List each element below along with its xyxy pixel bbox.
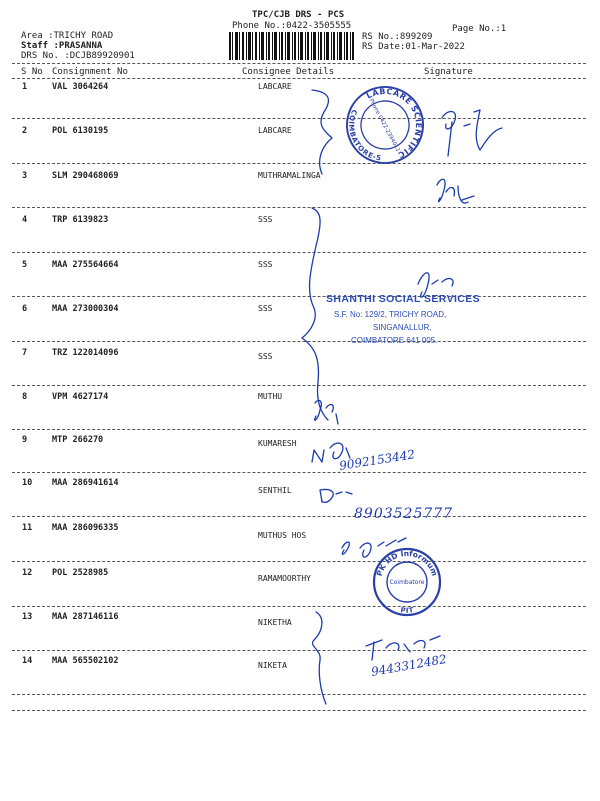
row-consignment: VAL 3064264 [52,82,109,92]
svg-text:PIT [400,606,414,615]
row-consignment: TRP 6139823 [52,215,109,225]
brace-niketa [312,612,326,704]
row-consignment: MAA 286096335 [52,523,119,533]
brace-sss [302,208,328,420]
row-consignee: NIKETHA [258,618,292,627]
row-consignment: POL 6130195 [52,126,109,136]
shanthi-stamp-line2: S.F. No: 129/2, TRICHY ROAD, [334,310,447,319]
labcare-stamp-center: Phone 0422-2394011 [367,97,401,154]
row-consignee: MUTHRAMALINGA [258,171,321,180]
shanthi-stamp-line1: SHANTHI SOCIAL SERVICES [326,293,481,305]
page-number: Page No.:1 [452,24,507,34]
row-sno: 12 [22,568,33,578]
phone-number: Phone No.:0422-3505555 [232,21,352,31]
row-sno: 4 [22,215,28,225]
row-consignee: SSS [258,215,273,224]
row-sno: 8 [22,392,28,402]
handwritten-phone-2: 8903525777 [354,506,454,522]
row-sno: 10 [22,478,33,488]
row-consignee: NIKETA [258,661,287,670]
row-consignment: POL 2528985 [52,568,109,578]
row-consignee: SSS [258,260,273,269]
row-consignment: MTP 266270 [52,435,104,445]
row-sno: 11 [22,523,33,533]
row-consignee: MUTHU [258,392,283,401]
staff-label: Staff :PRASANNA [21,41,103,51]
labcare-stamp-bottom: COIMBATORE-5 [347,108,382,163]
brace-labcare [312,90,332,174]
signature-row-10 [320,489,352,502]
row-sno: 13 [22,612,33,622]
row-consignee: RAMAMOORTHY [258,574,311,583]
handwritten-phone-3: 9443312482 [370,651,448,679]
row-sno: 2 [22,126,28,136]
row-sno: 7 [22,348,28,358]
row-consignee: MUTHUS HOS [258,531,307,540]
row-consignee: SSS [258,352,273,361]
row-consignee: LABCARE [258,126,292,135]
rs-number: RS No.:899209 [362,32,433,42]
row-sno: 1 [22,82,28,92]
labcare-stamp-top: LABCARE SCIENTIFIC [364,86,424,160]
round-stamp [374,549,440,615]
row-consignee: LABCARE [258,82,292,91]
column-consignment: Consignment No [52,67,128,77]
shanthi-stamp-line4: COIMBATORE 641 005. [351,336,438,345]
row-sno: 14 [22,656,33,666]
row-sno: 3 [22,171,28,181]
row-consignment: MAA 275564664 [52,260,119,270]
row-consignment: MAA 286941614 [52,478,119,488]
signature-row-2 [442,110,502,156]
round-stamp-bottom: PIT [399,606,415,615]
row-consignment: MAA 287146116 [52,612,119,622]
row-sno: 9 [22,435,28,445]
column-consignee: Consignee Details [242,67,335,77]
row-consignee: SENTHIL [258,486,292,495]
row-consignee: SSS [258,304,273,313]
signature-row-8 [315,400,338,424]
row-consignment: VPM 4627174 [52,392,109,402]
row-sno: 6 [22,304,28,314]
signature-row-3 [437,179,474,203]
rs-date: RS Date:01-Mar-2022 [362,42,465,52]
drs-number: DRS No. :DCJB89920901 [21,51,135,61]
handwritten-phone-1: 9092153442 [338,447,416,473]
row-consignment: SLM 290468069 [52,171,119,181]
round-stamp-top: PK HD Informum [374,548,440,578]
row-consignee: KUMARESH [258,439,297,448]
column-signature: Signature [424,67,473,77]
row-consignment: MAA 273000304 [52,304,119,314]
round-stamp-center: Coimbatore [389,579,425,586]
row-consignment: TRZ 122014096 [52,348,119,358]
row-sno: 5 [22,260,28,270]
column-sno: S No [21,67,43,77]
shanthi-stamp [326,293,480,345]
row-consignment: MAA 565502102 [52,656,119,666]
shanthi-stamp-line3: SINGANALLUR, [373,323,432,332]
area-label: Area :TRICHY ROAD [21,31,114,41]
labcare-stamp [334,74,437,177]
svg-text:PK HD Informum [375,549,440,577]
report-title: TPC/CJB DRS - PCS [252,10,345,20]
